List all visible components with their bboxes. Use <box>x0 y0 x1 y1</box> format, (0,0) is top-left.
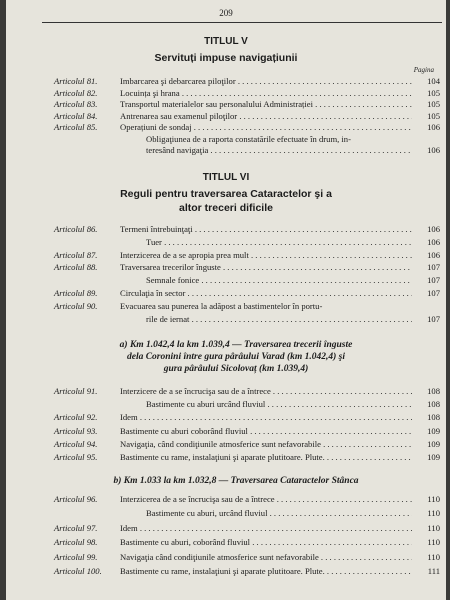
entry-text: Operațiuni de sondaj . . . <box>120 122 412 133</box>
page-ref: 106 <box>427 236 440 247</box>
toc-entry <box>54 552 440 563</box>
toc-entry <box>54 134 440 145</box>
page-ref: 109 <box>427 438 440 449</box>
entry-text: Imbarcarea şi debarcarea piloţilor . . . <box>120 76 412 87</box>
entry-text: Tuer . . . <box>146 237 412 248</box>
entry-text: rile de iernat . . . <box>146 314 412 325</box>
toc-entry <box>54 399 440 410</box>
entry-text: Bastimente cu rame, instalaţiuni şi aparate plutitoare. Plute. . . . <box>120 452 412 463</box>
article-number: Articolul 81. <box>54 76 98 86</box>
page-ref: 107 <box>427 262 440 273</box>
toc-entry <box>54 439 440 450</box>
entry-text: Traversarea trecerilor înguste . . . <box>120 262 412 273</box>
title-vi-subheading-2: altor treceri dificile <box>179 202 273 214</box>
article-number: Articolul 87. <box>54 249 98 260</box>
page-ref: 107 <box>427 313 440 324</box>
toc-entry <box>54 523 440 534</box>
title-vi-heading: TITLUL VI <box>202 172 250 183</box>
page-ref: 109 <box>427 425 440 436</box>
entry-text: Termeni întrebuinţaţi . . . <box>120 224 412 235</box>
page-ref: 110 <box>427 522 440 533</box>
toc-entry <box>54 111 440 122</box>
article-number: Articolul 90. <box>54 300 98 311</box>
article-number: Articolul 91. <box>54 386 98 396</box>
page-ref: 110 <box>427 508 440 519</box>
article-number: Articolul 94. <box>54 438 98 449</box>
article-number: Articolul 84. <box>54 110 98 121</box>
entry-text: Bastimente cu aburi coborând fluviul . . . <box>120 426 412 437</box>
article-number: Articolul 100. <box>54 566 102 576</box>
book-page <box>6 0 446 600</box>
page-ref: 108 <box>427 399 440 410</box>
article-number: Articolul 93. <box>54 425 98 436</box>
toc-entry <box>54 262 440 273</box>
page-ref: 107 <box>427 275 440 286</box>
entry-text: Bastimente cu aburi urcând fluviul . . . <box>146 399 412 410</box>
entry-text: Locuința şi hrana . . . <box>120 88 412 99</box>
toc-entry <box>54 275 440 286</box>
toc-entry <box>54 99 440 110</box>
page-ref: 105 <box>427 99 440 109</box>
entry-text: Bastimente cu aburi, coborând fluviul . . . <box>120 537 412 548</box>
page-ref: 106 <box>427 249 440 260</box>
article-number: Articolul 98. <box>54 537 98 548</box>
article-number: Articolul 92. <box>54 412 98 423</box>
page-ref: 104 <box>427 76 440 86</box>
toc-entry <box>54 537 440 548</box>
entry-text: Antrenarea sau examenul piloţilor . . . <box>120 111 412 122</box>
page-number: 209 <box>219 8 233 18</box>
article-number: Articolul 97. <box>54 522 98 533</box>
entry-text: Bastimente cu aburi, urcând fluviul . . . <box>146 508 412 519</box>
article-number: Articolul 89. <box>54 288 98 298</box>
toc-entry <box>54 250 440 261</box>
toc-entry <box>54 508 440 519</box>
toc-entry <box>54 566 440 577</box>
page-ref: 110 <box>427 494 440 504</box>
entry-text: Interzicere de a se încrucişa sau de a întrece . . . <box>120 386 412 397</box>
toc-entry <box>54 76 440 87</box>
page-ref: 105 <box>427 87 440 98</box>
entry-text: Obligaţiunea de a raporta constatările efectuate în drum, in- <box>146 133 351 144</box>
article-number: Articolul 96. <box>54 494 98 504</box>
entry-text: Evacuarea sau punerea la adăpost a bastimentelor în portu- <box>120 300 323 311</box>
toc-entry <box>54 145 440 156</box>
toc-entry <box>54 426 440 437</box>
entry-text: Semnale fonice . . . <box>146 275 412 286</box>
article-number: Articolul 88. <box>54 262 98 273</box>
toc-entry <box>54 237 440 248</box>
page-ref: 108 <box>427 386 440 396</box>
page-ref: 110 <box>427 551 440 562</box>
page-ref: 111 <box>427 566 440 576</box>
title-vi-subheading-1: Reguli pentru traversarea Cataractelor şi a <box>120 188 332 200</box>
toc-entry <box>54 494 440 505</box>
toc-entry <box>54 386 440 397</box>
entry-text: Idem . . . <box>120 412 412 423</box>
page-ref: 107 <box>427 288 440 298</box>
section-a-heading-1: a) Km 1.042,4 la km 1.039,4 — Traversarea trecerii înguste <box>119 340 353 350</box>
title-v-subheading: Servituți impuse navigațiunii <box>154 52 298 64</box>
toc-entry <box>54 452 440 463</box>
section-a-heading-2: dela Coronini între gura pârâului Varad (km 1.042,4) şi <box>126 352 346 362</box>
entry-text: Navigaţia, când condiţiunile atmosferice sunt nefavorabile . . . <box>120 439 412 450</box>
page-ref: 108 <box>427 412 440 423</box>
entry-text: Idem . . . <box>120 523 412 534</box>
article-number: Articolul 95. <box>54 452 98 462</box>
toc-entry <box>54 288 440 299</box>
entry-text: Circulaţia în sector . . . <box>120 288 412 299</box>
toc-entry <box>54 314 440 325</box>
page-ref: 106 <box>427 145 440 155</box>
entry-text: Bastimente cu rame, instalaţiuni şi aparate plutitoare. Plute. . . . <box>120 566 412 577</box>
section-a-heading-3: gura pârâului Sicolovaț (km 1.039,4) <box>163 364 309 374</box>
toc-entry <box>54 122 440 133</box>
toc-entry <box>54 224 440 235</box>
article-number: Articolul 86. <box>54 224 98 234</box>
entry-text: Navigaţia când condiţiunile atmosferice sunt nefavorabile . . . <box>120 552 412 563</box>
article-number: Articolul 99. <box>54 551 98 562</box>
article-number: Articolul 82. <box>54 87 98 98</box>
page-ref: 106 <box>427 122 440 132</box>
article-number: Articolul 85. <box>54 122 98 132</box>
page-ref: 105 <box>427 110 440 121</box>
section-b-heading: b) Km 1.033 la km 1.032,8 — Traversarea Cataractelor Stânca <box>113 476 359 486</box>
pagina-label: Pagina <box>413 66 434 74</box>
article-number: Articolul 83. <box>54 99 98 109</box>
entry-text: teresând navigaţia . . . <box>146 145 412 156</box>
toc-entry <box>54 412 440 423</box>
entry-text: Interzicerea de a se încrucişa sau de a întrece . . . <box>120 494 412 505</box>
page-ref: 110 <box>427 537 440 548</box>
header-rule <box>42 22 442 23</box>
page-ref: 106 <box>427 224 440 234</box>
toc-entry <box>54 301 440 312</box>
toc-entry <box>54 88 440 99</box>
entry-text: Interzicerea de a se apropia prea mult . . . <box>120 250 412 261</box>
page-ref: 109 <box>427 452 440 462</box>
entry-text: Transportul materialelor sau personalului Administrației . . . <box>120 99 412 110</box>
title-v-heading: TITLUL V <box>204 36 248 47</box>
